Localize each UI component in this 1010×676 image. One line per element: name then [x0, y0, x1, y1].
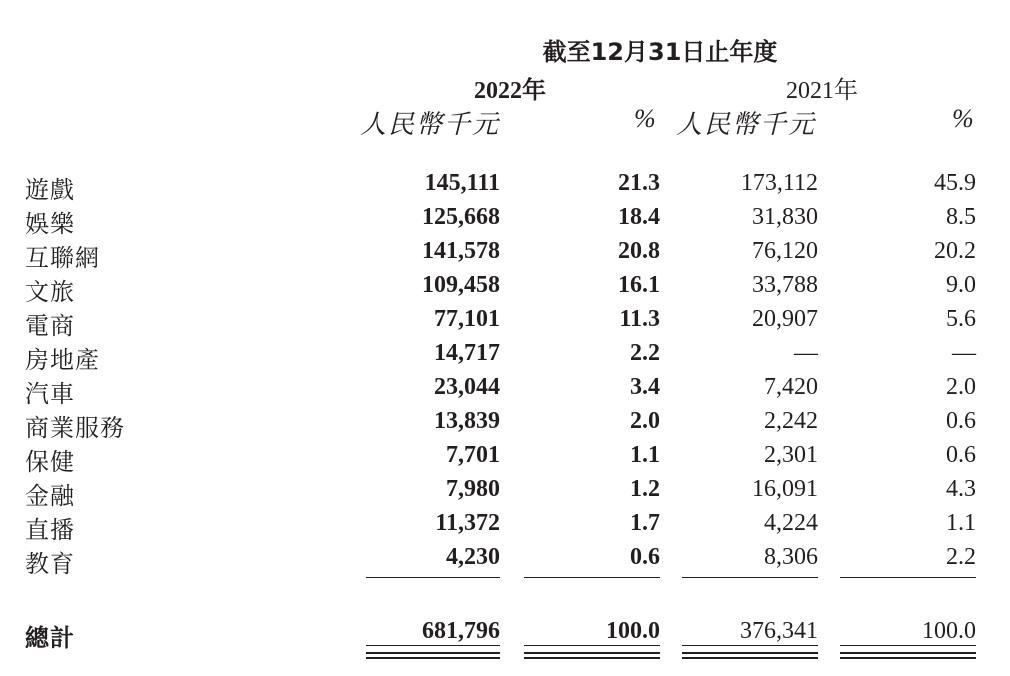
- total-pct-2022: 100.0: [606, 618, 660, 644]
- row-label: 直播: [25, 516, 75, 544]
- table-row: [0, 170, 1010, 204]
- double-rule: [524, 652, 660, 654]
- amount-2022: 13,839: [434, 408, 500, 434]
- pct-2021: 45.9: [934, 170, 976, 196]
- pct-2022: 1.2: [630, 476, 660, 502]
- amount-2022: 7,980: [446, 476, 500, 502]
- amount-2021: 31,830: [752, 204, 818, 230]
- amount-2021: 16,091: [752, 476, 818, 502]
- total-amount-2022: 681,796: [422, 618, 500, 644]
- amount-2021: 33,788: [752, 272, 818, 298]
- amount-2021: 2,242: [764, 408, 818, 434]
- double-rule: [524, 657, 660, 659]
- pct-2021-heading: %: [952, 104, 974, 133]
- pct-2022: 2.2: [630, 340, 660, 366]
- total-rule: [524, 645, 660, 646]
- row-label: 房地產: [25, 346, 100, 374]
- table-row: [0, 476, 1010, 510]
- amount-2022: 141,578: [422, 238, 500, 264]
- subtotal-rule: [366, 577, 500, 578]
- pct-2022: 18.4: [618, 204, 660, 230]
- amount-2022: 14,717: [434, 340, 500, 366]
- pct-2022: 20.8: [618, 238, 660, 264]
- pct-2021: 2.0: [946, 374, 976, 400]
- row-label: 娛樂: [25, 210, 75, 238]
- amount-2021: —: [794, 340, 818, 366]
- pct-2021: 0.6: [946, 442, 976, 468]
- amount-2021: 2,301: [764, 442, 818, 468]
- unit-2021-heading: 人民幣千元: [676, 110, 817, 140]
- table-row: [0, 544, 1010, 578]
- subtotal-rule: [682, 577, 818, 578]
- table-row: [0, 408, 1010, 442]
- amount-2022: 145,111: [424, 170, 500, 196]
- pct-2022: 1.1: [630, 442, 660, 468]
- pct-2021: 8.5: [946, 204, 976, 230]
- row-label: 互聯網: [25, 244, 100, 272]
- double-rule: [366, 652, 500, 654]
- subtotal-rule: [840, 577, 976, 578]
- pct-2022: 3.4: [630, 374, 660, 400]
- pct-2021: —: [952, 340, 976, 366]
- row-label: 文旅: [25, 278, 75, 306]
- double-rule: [366, 657, 500, 659]
- total-label: 總計: [25, 624, 75, 652]
- amount-2022: 7,701: [446, 442, 500, 468]
- amount-2022: 23,044: [434, 374, 500, 400]
- year-2022-heading: 2022年: [474, 78, 546, 104]
- total-amount-2021: 376,341: [740, 618, 818, 644]
- table-row: [0, 204, 1010, 238]
- amount-2022: 11,372: [435, 510, 500, 536]
- pct-2021: 5.6: [946, 306, 976, 332]
- double-rule: [840, 652, 976, 654]
- total-row: [0, 618, 1010, 652]
- period-heading: 截至12月31日止年度: [542, 38, 778, 66]
- pct-2021: 1.1: [946, 510, 976, 536]
- row-label: 遊戲: [25, 176, 75, 204]
- amount-2022: 77,101: [434, 306, 500, 332]
- pct-2022: 11.3: [619, 306, 660, 332]
- unit-2022-heading: 人民幣千元: [360, 110, 501, 140]
- amount-2022: 4,230: [446, 544, 500, 570]
- double-rule: [682, 657, 818, 659]
- pct-2021: 9.0: [946, 272, 976, 298]
- amount-2021: 173,112: [740, 170, 818, 196]
- table-row: [0, 238, 1010, 272]
- double-rule: [840, 657, 976, 659]
- total-rule: [682, 645, 818, 646]
- table-row: [0, 510, 1010, 544]
- row-label: 教育: [25, 550, 75, 578]
- table-row: [0, 442, 1010, 476]
- pct-2021: 4.3: [946, 476, 976, 502]
- pct-2022-heading: %: [634, 104, 656, 133]
- pct-2022: 21.3: [618, 170, 660, 196]
- row-label: 商業服務: [25, 414, 125, 442]
- row-label: 金融: [25, 482, 75, 510]
- pct-2022: 1.7: [630, 510, 660, 536]
- pct-2022: 16.1: [618, 272, 660, 298]
- table-row: [0, 272, 1010, 306]
- total-rule: [840, 645, 976, 646]
- table-row: [0, 306, 1010, 340]
- pct-2022: 0.6: [630, 544, 660, 570]
- pct-2021: 2.2: [946, 544, 976, 570]
- pct-2021: 20.2: [934, 238, 976, 264]
- table-row: [0, 374, 1010, 408]
- amount-2022: 125,668: [422, 204, 500, 230]
- amount-2022: 109,458: [422, 272, 500, 298]
- row-label: 汽車: [25, 380, 75, 408]
- total-pct-2021: 100.0: [922, 618, 976, 644]
- total-rule: [366, 645, 500, 646]
- amount-2021: 7,420: [764, 374, 818, 400]
- amount-2021: 20,907: [752, 306, 818, 332]
- pct-2021: 0.6: [946, 408, 976, 434]
- amount-2021: 76,120: [752, 238, 818, 264]
- double-rule: [682, 652, 818, 654]
- row-label: 電商: [25, 312, 75, 340]
- row-label: 保健: [25, 448, 75, 476]
- amount-2021: 8,306: [764, 544, 818, 570]
- subtotal-rule: [524, 577, 660, 578]
- year-2021-heading: 2021年: [786, 78, 858, 104]
- pct-2022: 2.0: [630, 408, 660, 434]
- amount-2021: 4,224: [764, 510, 818, 536]
- table-row: [0, 340, 1010, 374]
